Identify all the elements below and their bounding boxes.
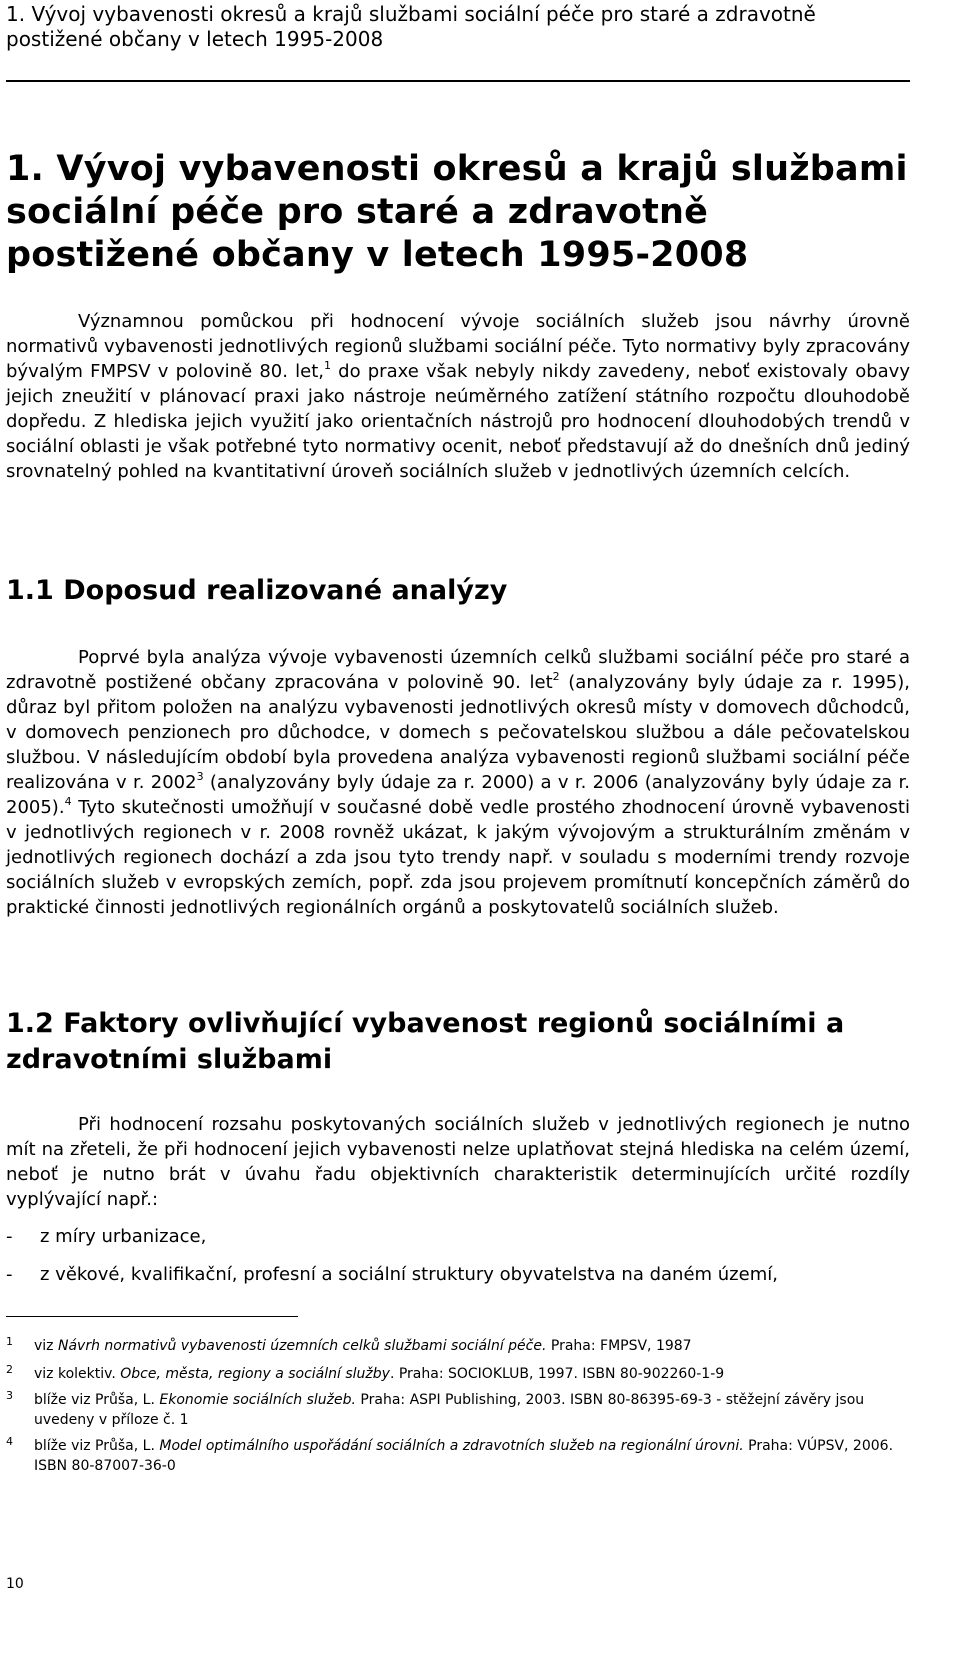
footnote-ref-3[interactable]: 3 bbox=[196, 770, 204, 783]
s11-text-3: (analyzovány byly údaje za r. 2000) a v r. 2006 (analyzovány byly údaje za r. 2005). bbox=[6, 772, 910, 818]
footnote-4 bbox=[6, 1436, 910, 1476]
footnote-1 bbox=[6, 1336, 910, 1356]
page-number: 10 bbox=[6, 1576, 24, 1592]
footnote-post: Praha: ASPI Publishing, 2003. ISBN 80-86395-69-3 - stěžejní závěry jsou uvedeny v příloze č. 1 bbox=[34, 1392, 865, 1428]
footnote-separator bbox=[6, 1316, 298, 1317]
footnote-text bbox=[34, 1364, 910, 1384]
footnote-post: Praha: FMPSV, 1987 bbox=[546, 1338, 692, 1354]
s11-text-1: Poprvé byla analýza vývoje vybavenosti územních celků službami sociální péče pro staré a zdravotně postižené občany zpracována v polovině 90. let bbox=[6, 647, 910, 693]
footnote-text bbox=[34, 1436, 910, 1476]
footnote-pre: viz kolektiv. bbox=[34, 1366, 121, 1382]
footnote-number: 2 bbox=[6, 1363, 13, 1376]
footnote-number: 1 bbox=[6, 1335, 13, 1348]
intro-paragraph bbox=[6, 309, 910, 484]
footnote-ref-1[interactable]: 1 bbox=[323, 359, 331, 372]
footnote-post: Praha: VÚPSV, 2006. ISBN 80-87007-36-0 bbox=[34, 1438, 894, 1474]
header-divider bbox=[6, 80, 910, 82]
list-item bbox=[6, 1262, 910, 1287]
footnote-pre: viz bbox=[34, 1338, 58, 1354]
footnote-title: Model optimálního uspořádání sociálních a zdravotních služeb na regionální úrovni. bbox=[159, 1438, 744, 1454]
footnote-text bbox=[34, 1336, 910, 1356]
footnote-number: 3 bbox=[6, 1389, 13, 1402]
footnote-ref-4[interactable]: 4 bbox=[64, 795, 72, 808]
footnote-pre: blíže viz Průša, L. bbox=[34, 1438, 160, 1454]
footnote-pre: blíže viz Průša, L. bbox=[34, 1392, 160, 1408]
footnote-3 bbox=[6, 1390, 910, 1430]
intro-text-1: Významnou pomůckou při hodnocení vývoje sociálních služeb jsou návrhy úrovně normativů vybavenosti jednotlivých regionů službami sociální péče. Tyto normativy byly zpracovány bývalým FMPSV v polovině 80. let, bbox=[6, 311, 910, 382]
section-1-2-paragraph bbox=[6, 1112, 910, 1212]
footnote-title: Ekonomie sociálních služeb. bbox=[159, 1392, 356, 1408]
footnote-title: Návrh normativů vybavenosti územních celků službami sociální péče. bbox=[57, 1338, 547, 1354]
s11-text-2: (analyzovány byly údaje za r. 1995), důraz byl přitom položen na analýzu vybavenosti jednotlivých okresů místy v domovech důchodců, v domovech penzionech pro důchodce, v domech s pečovatelskou službou a dále pečovatelskou službou. V následujícím období byla provedena analýza vybavenosti regionů službami sociální péče realizována v r. 2002 bbox=[6, 672, 911, 793]
footnote-ref-2[interactable]: 2 bbox=[552, 670, 560, 683]
footnote-title: Obce, města, regiony a sociální služby bbox=[120, 1366, 390, 1382]
chapter-heading: 1. Vývoj vybavenosti okresů a krajů službami sociální péče pro staré a zdravotně postižené občany v letech 1995-2008 bbox=[6, 149, 908, 275]
footnote-post: . Praha: SOCIOKLUB, 1997. ISBN 80-902260-1-9 bbox=[389, 1366, 725, 1382]
section-heading-1-2: 1.2 Faktory ovlivňující vybavenost regionů sociálními a zdravotními službami bbox=[6, 1008, 845, 1075]
list-item-text: z míry urbanizace, bbox=[40, 1226, 207, 1247]
s12-text-1: Při hodnocení rozsahu poskytovaných sociálních služeb v jednotlivých regionech je nutno mít na zřeteli, že při hodnocení jejich vybavenosti nelze uplatňovat stejná hlediska na celém území, neboť je nutno brát v úvahu řadu objektivních charakteristik determinujících určité rozdíly vyplývající např.: bbox=[6, 1114, 910, 1210]
list-item-text: z věkové, kvalifikační, profesní a sociální struktury obyvatelstva na daném území, bbox=[40, 1264, 778, 1285]
s11-text-4: Tyto skutečnosti umožňují v současné době vedle prostého zhodnocení úrovně vybavenosti v jednotlivých regionech v r. 2008 rovněž ukázat, k jakým vývojovým a strukturálním změnám v jednotlivých regionech dochází a zda jsou tyto trendy např. v souladu s moderními trendy rozvoje sociálních služeb v evropských zemích, popř. zda jsou projevem promítnutí koncepčních záměrů do praktické činnosti jednotlivých regionálních orgánů a poskytovatelů sociálních služeb. bbox=[6, 797, 910, 918]
list-dash: - bbox=[6, 1264, 13, 1285]
footnote-text bbox=[34, 1390, 910, 1430]
footnote-number: 4 bbox=[6, 1435, 13, 1448]
list-dash: - bbox=[6, 1226, 13, 1247]
section-1-1-paragraph bbox=[6, 645, 910, 920]
running-header: 1. Vývoj vybavenosti okresů a krajů službami sociální péče pro staré a zdravotně postižené občany v letech 1995-2008 bbox=[6, 2, 816, 51]
list-item bbox=[6, 1224, 910, 1249]
section-heading-1-1: 1.1 Doposud realizované analýzy bbox=[6, 575, 508, 606]
footnote-2 bbox=[6, 1364, 910, 1384]
intro-text-2: do praxe však nebyly nikdy zavedeny, neboť existovaly obavy jejich zneužití v plánovací praxi jako nástroje neúměrného zatížení státního rozpočtu dlouhodobě dopředu. Z hlediska jejich využití jako orientačních nástrojů pro hodnocení dlouhodobých trendů v sociální oblasti je však potřebné tyto normativy ocenit, neboť představují až do dnešních dnů jediný srovnatelný pohled na kvantitativní úroveň sociálních služeb v jednotlivých územních celcích. bbox=[6, 361, 910, 482]
